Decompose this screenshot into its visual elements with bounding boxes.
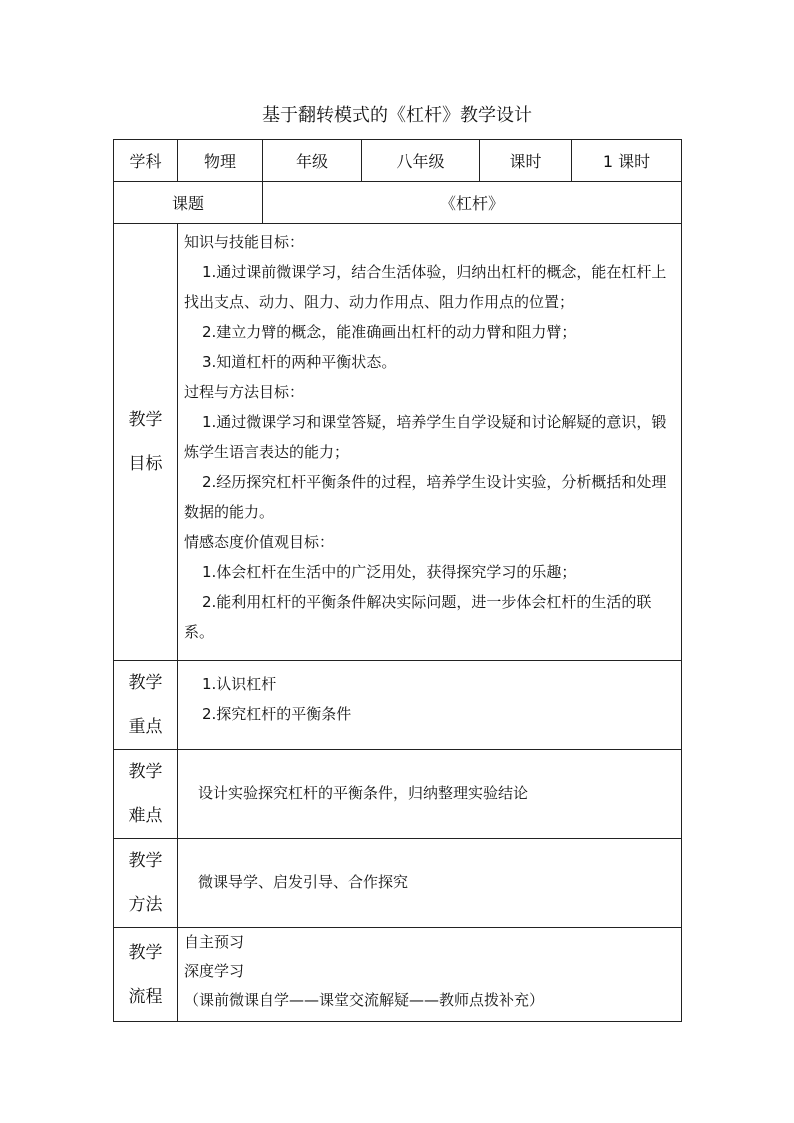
process-item: 深度学习 (184, 962, 245, 980)
process-item: 自主预习 (184, 933, 245, 951)
difficulties-label (114, 750, 178, 839)
methods-label-line-1: 教学 (128, 851, 163, 871)
process-label-line-2: 流程 (128, 986, 163, 1007)
key-points-label-line-2: 重点 (128, 717, 163, 737)
topic-label: 课题 (114, 182, 263, 224)
methods-label (114, 839, 178, 928)
difficulties-label-line-2: 难点 (128, 806, 163, 826)
process-row (114, 928, 682, 1022)
process-label (114, 928, 178, 1022)
objective-item: 3.知道杠杆的两种平衡状态。 (202, 353, 397, 371)
objective-item: 1.通过课前微课学习，结合生活体验，归纳出杠杆的概念，能在杠杆上找出支点、动力、阻力、动力作用点、阻力作用点的位置； (184, 263, 667, 311)
process-content (178, 928, 682, 1022)
hours-value: 1 课时 (572, 140, 682, 182)
key-points-row (114, 661, 682, 750)
topic-row (114, 182, 682, 224)
subject-label: 学科 (114, 140, 178, 182)
objectives-row (114, 224, 682, 661)
methods-label-line-2: 方法 (128, 895, 163, 915)
objective-item: 1.通过微课学习和课堂答疑，培养学生自学设疑和讨论解疑的意识，锻炼学生语言表达的能力； (184, 413, 667, 461)
difficulties-row (114, 750, 682, 839)
hours-label: 课时 (480, 140, 572, 182)
objective-item: 2.建立力臂的概念，能准确画出杠杆的动力臂和阻力臂； (202, 323, 577, 341)
objectives-label-line-1: 教学 (128, 410, 163, 430)
process-item: （课前微课自学——课堂交流解疑——教师点拨补充） (184, 991, 545, 1009)
objective-heading-knowledge: 知识与技能目标： (184, 233, 305, 251)
difficulties-content: 设计实验探究杠杆的平衡条件，归纳整理实验结论 (178, 750, 682, 839)
objective-item: 2.经历探究杠杆平衡条件的过程，培养学生设计实验，分析概括和处理数据的能力。 (184, 473, 667, 521)
objectives-content (178, 224, 682, 661)
key-points-label-line-1: 教学 (128, 673, 163, 693)
topic-value: 《杠杆》 (263, 182, 682, 224)
objective-item: 1.体会杠杆在生活中的广泛用处，获得探究学习的乐趣； (202, 563, 577, 581)
key-points-content (178, 661, 682, 750)
subject-value: 物理 (178, 140, 263, 182)
grade-label: 年级 (263, 140, 362, 182)
grade-value: 八年级 (362, 140, 480, 182)
key-point-item: 1.认识杠杆 (202, 675, 277, 693)
key-points-label (114, 661, 178, 750)
key-point-item: 2.探究杠杆的平衡条件 (202, 705, 352, 723)
lesson-plan-table (113, 139, 682, 1022)
process-label-line-1: 教学 (128, 942, 163, 963)
difficulties-label-line-1: 教学 (128, 762, 163, 782)
objective-heading-process: 过程与方法目标： (184, 383, 305, 401)
header-row (114, 140, 682, 182)
objectives-label-line-2: 目标 (128, 454, 163, 474)
objectives-label (114, 224, 178, 661)
objective-heading-attitude: 情感态度价值观目标： (184, 533, 335, 551)
methods-content: 微课导学、启发引导、合作探究 (178, 839, 682, 928)
methods-row (114, 839, 682, 928)
objective-item: 2.能利用杠杆的平衡条件解决实际问题，进一步体会杠杆的生活的联系。 (184, 593, 652, 641)
page-title: 基于翻转模式的《杠杆》教学设计 (262, 105, 532, 126)
